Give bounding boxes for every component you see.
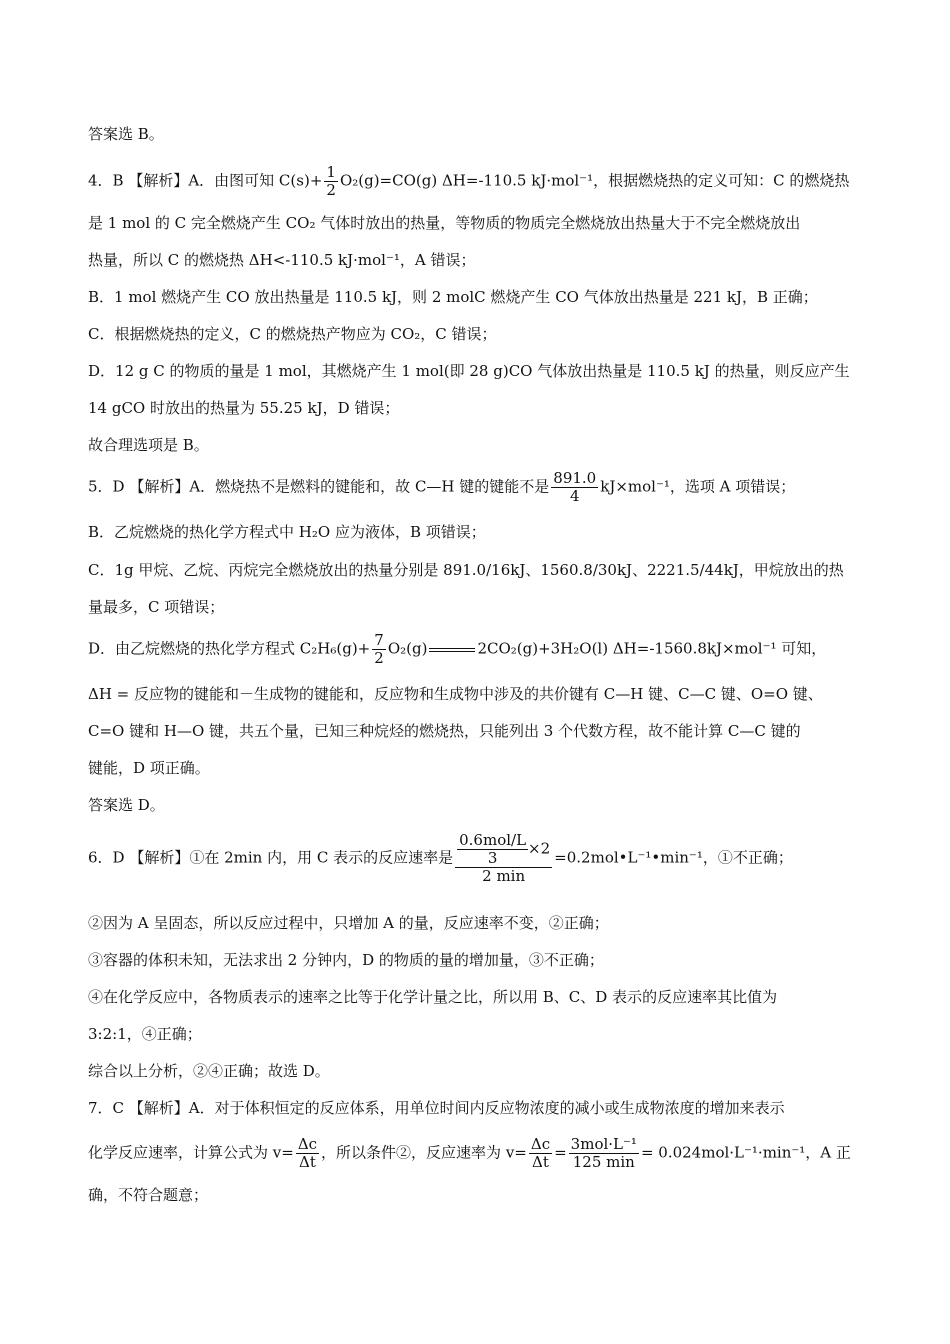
q6-line [88,832,870,885]
fraction [372,632,386,667]
fraction-num: Δc [530,1135,551,1153]
text-line: ②因为 A 呈固态，所以反应过程中，只增加 A 的量，反应速率不变，②正确； [88,914,609,932]
text-line: ③容器的体积未知，无法求出 2 分钟内，D 的物质的量的增加量，③不正确； [88,951,604,969]
text-line: C．1g 甲烷、乙烷、丙烷完全燃烧放出的热量分别是 891.0/16kJ、1560.8/30kJ、2221.5/44kJ，甲烷放出的热 [88,561,844,579]
fraction-num [455,832,552,868]
text-line: C=O 键和 H—O 键，共五个量，已知三种烷烃的燃烧热，只能列出 3 个代数方程，故不能计算 C—C 键的 [88,722,801,740]
q5-line [88,470,870,505]
q5d-suffix: 2CO₂(g)+3H₂O(l) ΔH=-1560.8kJ×mol⁻¹ 可知， [477,639,827,658]
text-line: B．乙烷燃烧的热化学方程式中 H₂O 应为液体，B 项错误； [88,523,486,541]
q7-mid: ，所以条件②，反应速率为 v= [321,1143,527,1162]
fraction-num: 7 [374,631,384,649]
q5d-prefix: D．由乙烷燃烧的热化学方程式 C₂H₆(g)+ [88,639,371,658]
q7-eq: = [554,1143,567,1162]
fraction-den: 2 [374,649,384,667]
fraction-den: Δt [532,1153,549,1171]
fraction [529,1136,552,1171]
q6-suffix: =0.2mol•L⁻¹•min⁻¹，①不正确； [554,848,793,867]
text-line: D．12 g C 的物质的量是 1 mol，其燃烧产生 1 mol(即 28 g)CO 气体放出热量是 110.5 kJ 的热量，则反应产生 [88,362,850,380]
fraction-den: 4 [569,487,580,505]
text-line: 是 1 mol 的 C 完全燃烧产生 CO₂ 气体时放出的热量，等物质的物质完全燃烧放出热量大于不完全燃烧放出 [88,214,801,232]
q5-prefix: 5．D 【解析】A．燃烧热不是燃料的键能和，故 C—H 键的键能不是 [88,477,550,496]
text-line: 键能，D 项正确。 [88,759,210,777]
times: ×2 [528,839,551,858]
fraction-num: 3mol·L⁻¹ [570,1135,637,1153]
text-line: B．1 mol 燃烧产生 CO 放出热量是 110.5 kJ，则 2 molC 燃烧产生 CO 气体放出热量是 221 kJ，B 正确； [88,288,818,306]
q6-prefix: 6．D 【解析】①在 2min 内，用 C 表示的反应速率是 [88,848,454,867]
text-line: 答案选 B。 [88,125,164,143]
text-line: 14 gCO 时放出的热量为 55.25 kJ，D 错误； [88,399,400,417]
inner-den: 3 [487,849,498,867]
fraction [324,164,338,199]
text-line: ΔH = 反应物的键能和－生成物的键能和，反应物和生成物中涉及的共价键有 C—H 键、C—C 键、O=O 键、 [88,685,823,703]
fraction-num: 891.0 [553,469,597,487]
q4-prefix: 4．B 【解析】A．由图可知 C(s)+ [88,171,323,190]
fraction-den: 125 min [572,1153,635,1171]
text-line: 7．C 【解析】A．对于体积恒定的反应体系，用单位时间内反应物浓度的减小或生成物浓度的增加来表示 [88,1099,785,1117]
text-line: ④在化学反应中，各物质表示的速率之比等于化学计量之比，所以用 B、C、D 表示的反应速率其比值为 [88,988,778,1006]
text-line: 故合理选项是 B。 [88,436,209,454]
equals-arrow [429,648,475,652]
q5d-mid: O₂(g) [387,639,428,658]
text-line: C．根据燃烧热的定义，C 的燃烧热产物应为 CO₂，C 错误； [88,325,497,343]
fraction [569,1136,639,1171]
text-line: 综合以上分析，②④正确；故选 D。 [88,1062,330,1080]
q4-suffix: O₂(g)=CO(g) ΔH=-110.5 kJ·mol⁻¹，根据燃烧热的定义可知：C 的燃烧热 [339,171,850,190]
fraction-den: Δt [298,1153,316,1171]
fraction-den: 2 min [482,867,526,885]
fraction [455,832,552,885]
q7-line [88,1136,870,1171]
q5d-line [88,632,870,667]
q7-prefix: 化学反应速率，计算公式为 v= [88,1143,294,1162]
text-line: 确，不符合题意； [88,1186,209,1204]
text-line: 量最多，C 项错误； [88,598,225,616]
text-line: 热量，所以 C 的燃烧热 ΔH<-110.5 kJ·mol⁻¹，A 错误； [88,251,476,269]
fraction-den: 2 [326,181,336,199]
text-line: 3:2:1，④正确； [88,1025,202,1043]
fraction-num: 1 [326,163,336,181]
fraction [551,470,598,505]
fraction [296,1136,319,1171]
q5-suffix: kJ×mol⁻¹，选项 A 项错误； [600,477,796,496]
text-line: 答案选 D。 [88,796,165,814]
q4-line [88,164,870,199]
q7-suffix: = 0.024mol·L⁻¹·min⁻¹，A 正 [640,1143,851,1162]
inner-num: 0.6mol/L [459,831,527,849]
fraction-num: Δc [297,1135,318,1153]
